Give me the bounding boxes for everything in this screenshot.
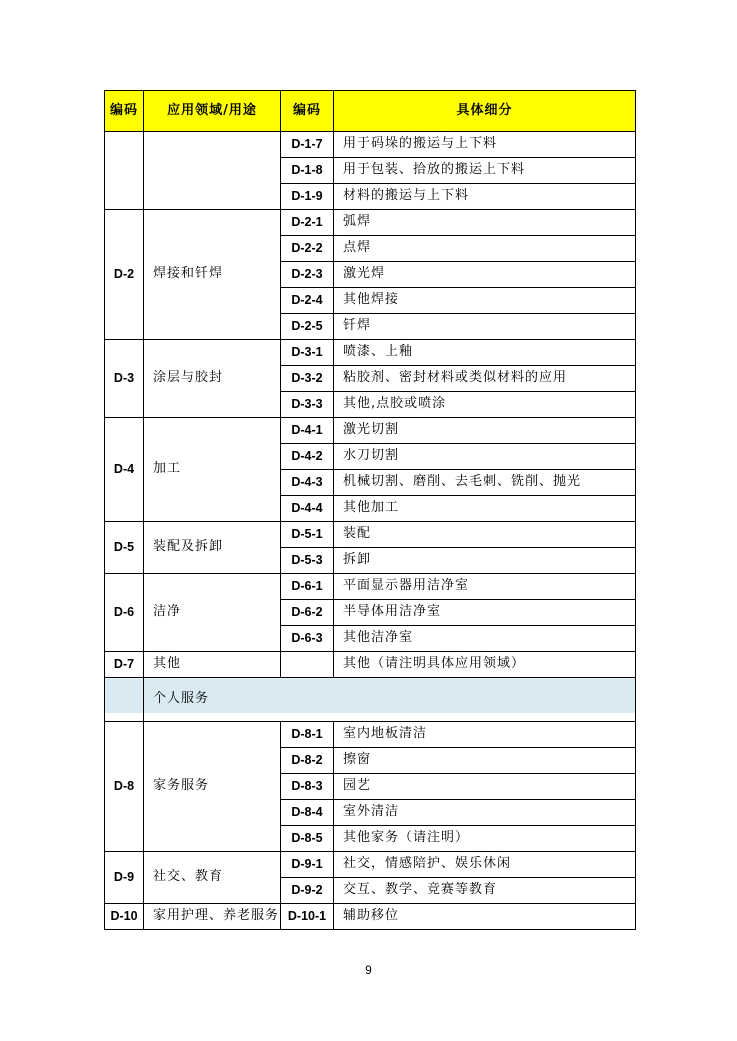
subcode-cell: D-2-5 [281, 314, 334, 340]
section-category-cell: 装配及拆卸 [144, 522, 281, 574]
section-category-cell: 家用护理、养老服务 [144, 904, 281, 930]
detail-cell: 其他,点胶或喷涂 [334, 392, 636, 418]
subcode-cell: D-4-2 [281, 444, 334, 470]
subcode-cell: D-10-1 [281, 904, 334, 930]
table-row [105, 904, 636, 930]
section-category-cell: 加工 [144, 418, 281, 522]
table-header-row [105, 91, 636, 132]
section-code-cell: D-2 [105, 210, 144, 340]
section-code-cell: D-4 [105, 418, 144, 522]
detail-cell: 其他家务（请注明） [334, 826, 636, 852]
personal-service-banner-row [105, 678, 636, 722]
header-application-field: 应用领域/用途 [144, 91, 281, 132]
classification-table [104, 90, 636, 930]
detail-cell: 钎焊 [334, 314, 636, 340]
section-code-cell [105, 132, 144, 210]
table-row [105, 722, 636, 748]
banner-label: 个人服务 [144, 678, 636, 722]
subcode-cell: D-8-1 [281, 722, 334, 748]
detail-cell: 室外清洁 [334, 800, 636, 826]
section-category-cell: 洁净 [144, 574, 281, 652]
table-row [105, 418, 636, 444]
section-category-cell: 焊接和钎焊 [144, 210, 281, 340]
subcode-cell: D-6-1 [281, 574, 334, 600]
section-category-cell [144, 132, 281, 210]
subcode-cell: D-1-9 [281, 184, 334, 210]
subcode-cell: D-4-3 [281, 470, 334, 496]
subcode-cell: D-8-5 [281, 826, 334, 852]
section-category-cell: 涂层与胶封 [144, 340, 281, 418]
detail-cell: 社交，情感陪护、娱乐休闲 [334, 852, 636, 878]
table-row [105, 522, 636, 548]
subcode-cell: D-8-2 [281, 748, 334, 774]
subcode-cell: D-2-4 [281, 288, 334, 314]
subcode-cell: D-4-4 [281, 496, 334, 522]
page-number: 9 [365, 963, 372, 977]
detail-cell: 材料的搬运与上下料 [334, 184, 636, 210]
header-code-column-1: 编码 [105, 91, 144, 132]
subcode-cell: D-2-2 [281, 236, 334, 262]
detail-cell: 粘胶剂、密封材料或类似材料的应用 [334, 366, 636, 392]
detail-cell: 喷漆、上釉 [334, 340, 636, 366]
detail-cell: 园艺 [334, 774, 636, 800]
subcode-cell: D-8-3 [281, 774, 334, 800]
subcode-cell: D-9-2 [281, 878, 334, 904]
subcode-cell: D-3-3 [281, 392, 334, 418]
subcode-cell: D-3-1 [281, 340, 334, 366]
header-subdivision: 具体细分 [334, 91, 636, 132]
section-code-cell: D-10 [105, 904, 144, 930]
section-code-cell: D-9 [105, 852, 144, 904]
detail-cell: 拆卸 [334, 548, 636, 574]
table-row [105, 652, 636, 678]
subcode-cell: D-8-4 [281, 800, 334, 826]
section-category-cell: 其他 [144, 652, 281, 678]
subcode-cell: D-2-3 [281, 262, 334, 288]
subcode-cell: D-3-2 [281, 366, 334, 392]
section-code-cell: D-8 [105, 722, 144, 852]
detail-cell: 擦窗 [334, 748, 636, 774]
section-code-cell: D-3 [105, 340, 144, 418]
section-category-cell: 社交、教育 [144, 852, 281, 904]
table-row [105, 574, 636, 600]
detail-cell: 其他加工 [334, 496, 636, 522]
detail-cell: 其他（请注明具体应用领域） [334, 652, 636, 678]
detail-cell: 用于码垛的搬运与上下料 [334, 132, 636, 158]
detail-cell: 激光焊 [334, 262, 636, 288]
subcode-cell: D-1-8 [281, 158, 334, 184]
detail-cell: 装配 [334, 522, 636, 548]
detail-cell: 半导体用洁净室 [334, 600, 636, 626]
section-code-cell: D-6 [105, 574, 144, 652]
subcode-cell: D-6-2 [281, 600, 334, 626]
section-code-cell: D-7 [105, 652, 144, 678]
header-code-column-2: 编码 [281, 91, 334, 132]
detail-cell: 弧焊 [334, 210, 636, 236]
subcode-cell: D-9-1 [281, 852, 334, 878]
subcode-cell: D-6-3 [281, 626, 334, 652]
detail-cell: 点焊 [334, 236, 636, 262]
detail-cell: 平面显示器用洁净室 [334, 574, 636, 600]
subcode-cell: D-1-7 [281, 132, 334, 158]
subcode-cell [281, 652, 334, 678]
table-row [105, 340, 636, 366]
table-row [105, 210, 636, 236]
detail-cell: 激光切割 [334, 418, 636, 444]
table-row [105, 132, 636, 158]
detail-cell: 用于包装、拾放的搬运上下料 [334, 158, 636, 184]
detail-cell: 其他洁净室 [334, 626, 636, 652]
detail-cell: 水刀切割 [334, 444, 636, 470]
section-code-cell: D-5 [105, 522, 144, 574]
table-body [105, 132, 636, 930]
section-category-cell: 家务服务 [144, 722, 281, 852]
table-row [105, 852, 636, 878]
detail-cell: 机械切割、磨削、去毛刺、铣削、抛光 [334, 470, 636, 496]
subcode-cell: D-5-3 [281, 548, 334, 574]
detail-cell: 室内地板清洁 [334, 722, 636, 748]
detail-cell: 其他焊接 [334, 288, 636, 314]
detail-cell: 辅助移位 [334, 904, 636, 930]
subcode-cell: D-4-1 [281, 418, 334, 444]
detail-cell: 交互、教学、竞赛等教育 [334, 878, 636, 904]
subcode-cell: D-5-1 [281, 522, 334, 548]
subcode-cell: D-2-1 [281, 210, 334, 236]
banner-empty-cell [105, 678, 144, 722]
